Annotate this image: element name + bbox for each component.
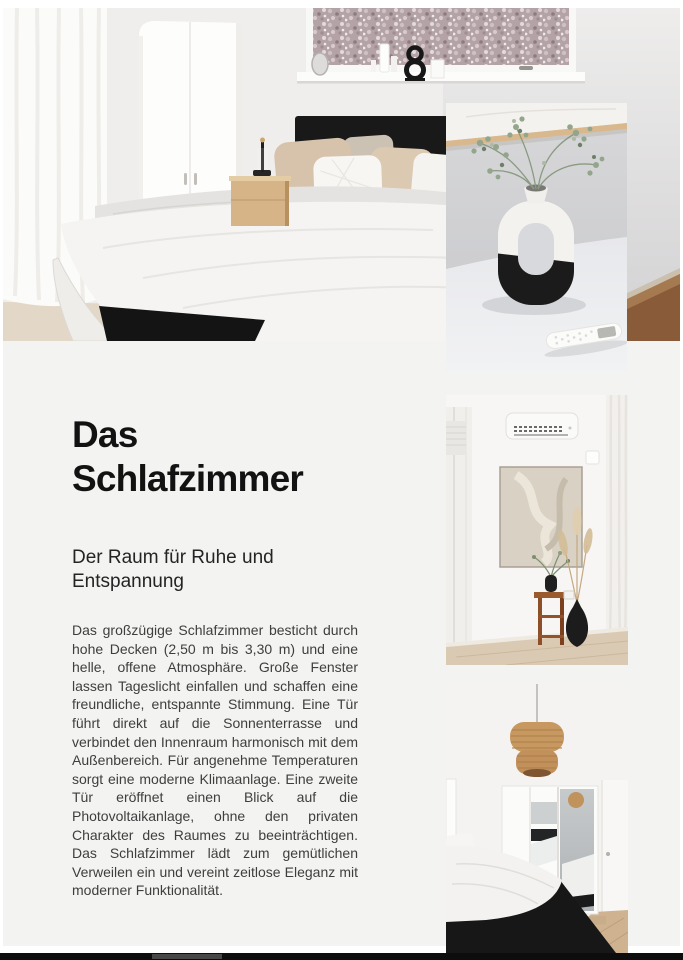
photo-bedroom-mirror xyxy=(446,684,628,953)
scrollbar-thumb[interactable] xyxy=(152,954,222,959)
photo-vase-still-life xyxy=(446,103,627,371)
photo-room-ac xyxy=(446,395,628,665)
artwork xyxy=(500,467,582,567)
nightstand xyxy=(229,176,291,226)
bedroom-mirror-illustration xyxy=(446,684,628,953)
body-paragraph: Das großzügige Schlafzimmer besticht durch hohe Decken (2,50 m bis 3,30 m) und eine helle, offene Atmosphäre. Große Fenster lassen Tageslicht einfallen und schaffen eine freundliche, entspannte Stimmung. Eine Tür führt direkt auf die Sonnenterrasse und verbindet den Innenraum harmonisch mit dem Außenbereich. Für angenehme Temperaturen sorgt eine moderne Klimaanlage. Eine zweite Tür eröffnet einen Blick auf die Photovoltaikanlage, ohne den privaten Charakter des Raumes zu beeinträchtigen. Das Schlafzimmer lädt zum gemütlichen Verweilen ein und vereint zeitlose Eleganz mit moderner Funktionalität. xyxy=(72,621,358,899)
power-outlet xyxy=(564,591,574,599)
air-conditioner xyxy=(506,413,578,439)
vase-illustration xyxy=(446,103,627,371)
ac-room-illustration xyxy=(446,395,628,665)
door xyxy=(602,780,628,920)
sheer-curtain xyxy=(606,395,628,641)
wall-switch xyxy=(586,451,599,464)
bottom-scrollbar xyxy=(0,953,683,960)
page-subtitle: Der Raum für Ruhe und Entspannung xyxy=(72,547,274,592)
page-title: Das Schlafzimmer xyxy=(72,414,303,500)
terrace-door xyxy=(446,407,472,643)
text-block xyxy=(72,413,358,900)
